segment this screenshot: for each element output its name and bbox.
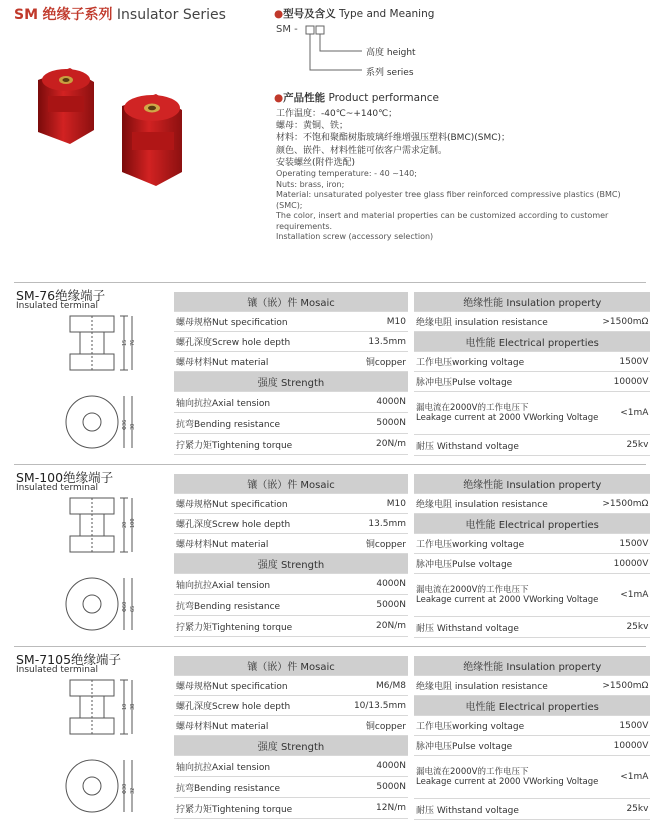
dim-label: 20 — [122, 521, 128, 528]
product-title: SM-7105绝缘端子 — [16, 652, 122, 667]
mosaic-header: 镶（嵌）件 Mosaic — [174, 292, 408, 312]
nut-spec-label: 螺母规格Nut specification — [174, 676, 334, 696]
screw-depth-value: 13.5mm — [345, 514, 408, 534]
product-drawing — [40, 492, 150, 642]
nut-spec-label: 螺母规格Nut specification — [174, 312, 345, 332]
withstand-value: 25kv — [600, 617, 650, 638]
strength-header: 强度 Strength — [174, 372, 408, 392]
insulator-back — [38, 68, 94, 144]
insulation-electrical-table — [414, 474, 650, 638]
nut-material-value: 铜copper — [345, 352, 408, 372]
dim-label: 32 — [130, 787, 136, 794]
mosaic-strength-table — [174, 474, 408, 637]
dim-label: 65 — [130, 605, 136, 612]
withstand-label: 耐压 Withstand voltage — [414, 799, 600, 820]
torque-label: 拧紧力矩Tightening torque — [174, 434, 345, 455]
electrical-header: 电性能 Electrical properties — [414, 332, 650, 352]
section-divider — [14, 646, 646, 647]
withstand-label: 耐压 Withstand voltage — [414, 617, 600, 638]
working-voltage-value: 1500V — [600, 352, 650, 372]
mosaic-strength-table — [174, 656, 408, 819]
torque-label: 拧紧力矩Tightening torque — [174, 798, 334, 819]
screw-depth-value: 10/13.5mm — [334, 696, 408, 716]
series-title — [14, 4, 226, 24]
nut-material-value: 铜copper — [334, 716, 408, 736]
working-voltage-label: 工作电压working voltage — [414, 534, 600, 554]
dim-label: Φ60 — [122, 601, 128, 612]
insulation-header: 绝缘性能 Insulation property — [414, 292, 650, 312]
pulse-voltage-value: 10000V — [600, 554, 650, 574]
leakage-label: 漏电流在2000V的工作电压下 Leakage current at 2000 VWorking Voltage — [414, 756, 600, 799]
perf-en-line: Material: unsaturated polyester tree glass fiber reinforced compressive plastics (BMC) (SMC); — [276, 190, 621, 210]
dim-label: 30 — [130, 423, 136, 430]
nut-material-label: 螺母材料Nut material — [174, 716, 334, 736]
dim-label: Φ36 — [122, 419, 128, 430]
insulation-electrical-table — [414, 292, 650, 456]
bending-label: 抗弯Bending resistance — [174, 595, 345, 616]
withstand-value: 25kv — [600, 799, 650, 820]
perf-cn-line: 颜色、嵌件、材料性能可依客户需求定制。 — [276, 145, 448, 156]
working-voltage-value: 1500V — [600, 534, 650, 554]
pulse-voltage-value: 10000V — [600, 736, 650, 756]
dim-label: Φ30 — [122, 783, 128, 794]
perf-cn-line: 安装螺丝(附件选配) — [276, 157, 356, 168]
series-title-cn: 绝缘子系列 — [42, 7, 113, 23]
insulation-header: 绝缘性能 Insulation property — [414, 474, 650, 494]
type-code-diagram — [296, 24, 376, 76]
height-label: 高度 height — [366, 48, 416, 58]
leakage-value: <1mA — [600, 756, 650, 799]
screw-depth-value: 13.5mm — [345, 332, 408, 352]
axial-label: 轴向抗拉Axial tension — [174, 574, 345, 595]
ins-resistance-label: 绝缘电阻 insulation resistance — [414, 312, 600, 332]
perf-en-line: Nuts: brass, iron; — [276, 179, 345, 189]
dim-label: 76 — [130, 339, 136, 346]
strength-header: 强度 Strength — [174, 736, 408, 756]
screw-depth-label: 螺孔深度Screw hole depth — [174, 514, 345, 534]
product-subtitle: Insulated terminal — [16, 301, 99, 311]
leakage-value: <1mA — [600, 392, 650, 435]
working-voltage-label: 工作电压working voltage — [414, 716, 600, 736]
pulse-voltage-label: 脉冲电压Pulse voltage — [414, 736, 600, 756]
bending-label: 抗弯Bending resistance — [174, 413, 345, 434]
nut-spec-value: M10 — [345, 312, 408, 332]
axial-value: 4000N — [345, 392, 408, 413]
axial-value: 4000N — [345, 574, 408, 595]
nut-material-label: 螺母材料Nut material — [174, 352, 345, 372]
leakage-value: <1mA — [600, 574, 650, 617]
torque-value: 12N/m — [334, 798, 408, 819]
series-brand: SM — [14, 7, 39, 23]
torque-label: 拧紧力矩Tightening torque — [174, 616, 345, 637]
withstand-label: 耐压 Withstand voltage — [414, 435, 600, 456]
torque-value: 20N/m — [345, 616, 408, 637]
ins-resistance-label: 绝缘电阻 insulation resistance — [414, 676, 600, 696]
leakage-label: 漏电流在2000V的工作电压下 Leakage current at 2000 VWorking Voltage — [414, 574, 600, 617]
nut-spec-value: M6/M8 — [334, 676, 408, 696]
product-drawing — [40, 310, 150, 460]
perf-en-line: Installation screw (accessory selection) — [276, 232, 434, 242]
ins-resistance-value: >1500mΩ — [600, 676, 650, 696]
section-divider — [14, 464, 646, 465]
electrical-header: 电性能 Electrical properties — [414, 514, 650, 534]
mosaic-header: 镶（嵌）件 Mosaic — [174, 474, 408, 494]
working-voltage-label: 工作电压working voltage — [414, 352, 600, 372]
perf-en-line: Operating temperature: - 40 ~140; — [276, 169, 417, 179]
pulse-voltage-value: 10000V — [600, 372, 650, 392]
nut-material-value: 铜copper — [345, 534, 408, 554]
axial-label: 轴向抗拉Axial tension — [174, 392, 345, 413]
perf-cn-line: 材料：不饱和聚酯树脂玻璃纤维增强压塑料(BMC)(SMC)； — [276, 133, 511, 144]
dim-label: 10 — [122, 703, 128, 710]
ins-resistance-value: >1500mΩ — [600, 312, 650, 332]
working-voltage-value: 1500V — [600, 716, 650, 736]
performance-text — [276, 108, 646, 243]
torque-value: 20N/m — [345, 434, 408, 455]
series-label: 系列 series — [366, 68, 414, 78]
nut-material-label: 螺母材料Nut material — [174, 534, 345, 554]
pulse-voltage-label: 脉冲电压Pulse voltage — [414, 372, 600, 392]
pulse-voltage-label: 脉冲电压Pulse voltage — [414, 554, 600, 574]
nut-spec-value: M10 — [345, 494, 408, 514]
product-drawing — [40, 674, 150, 824]
axial-value: 4000N — [334, 756, 408, 777]
dim-label: 100 — [130, 518, 136, 528]
ins-resistance-label: 绝缘电阻 insulation resistance — [414, 494, 600, 514]
ins-resistance-value: >1500mΩ — [600, 494, 650, 514]
performance-heading: ●产品性能 Product performance — [274, 92, 439, 104]
perf-cn-line: 螺母：黄铜、铁； — [276, 121, 349, 132]
insulation-electrical-table — [414, 656, 650, 820]
bending-value: 5000N — [334, 777, 408, 798]
mosaic-strength-table — [174, 292, 408, 455]
type-code: SM - — [276, 24, 298, 35]
bending-value: 5000N — [345, 595, 408, 616]
section-divider — [14, 282, 646, 283]
nut-spec-label: 螺母规格Nut specification — [174, 494, 345, 514]
axial-label: 轴向抗拉Axial tension — [174, 756, 334, 777]
product-title: SM-76绝缘端子 — [16, 288, 106, 303]
product-subtitle: Insulated terminal — [16, 483, 99, 493]
screw-depth-label: 螺孔深度Screw hole depth — [174, 332, 345, 352]
insulator-photo — [30, 60, 190, 200]
perf-en-line: The color, insert and material properties can be customized according to customer requirements. — [276, 211, 609, 231]
product-title: SM-100绝缘端子 — [16, 470, 114, 485]
bending-label: 抗弯Bending resistance — [174, 777, 334, 798]
screw-depth-label: 螺孔深度Screw hole depth — [174, 696, 334, 716]
type-meaning-heading: ●型号及含义 Type and Meaning — [274, 8, 435, 20]
leakage-label: 漏电流在2000V的工作电压下 Leakage current at 2000 VWorking Voltage — [414, 392, 600, 435]
dim-label: 15 — [122, 339, 128, 346]
insulation-header: 绝缘性能 Insulation property — [414, 656, 650, 676]
electrical-header: 电性能 Electrical properties — [414, 696, 650, 716]
insulator-front — [122, 94, 182, 186]
product-subtitle: Insulated terminal — [16, 665, 99, 675]
dim-label: 38 — [130, 703, 136, 710]
mosaic-header: 镶（嵌）件 Mosaic — [174, 656, 408, 676]
perf-cn-line: 工作温度：-40℃~+140℃； — [276, 109, 398, 119]
bending-value: 5000N — [345, 413, 408, 434]
series-title-en: Insulator Series — [116, 7, 226, 23]
withstand-value: 25kv — [600, 435, 650, 456]
strength-header: 强度 Strength — [174, 554, 408, 574]
